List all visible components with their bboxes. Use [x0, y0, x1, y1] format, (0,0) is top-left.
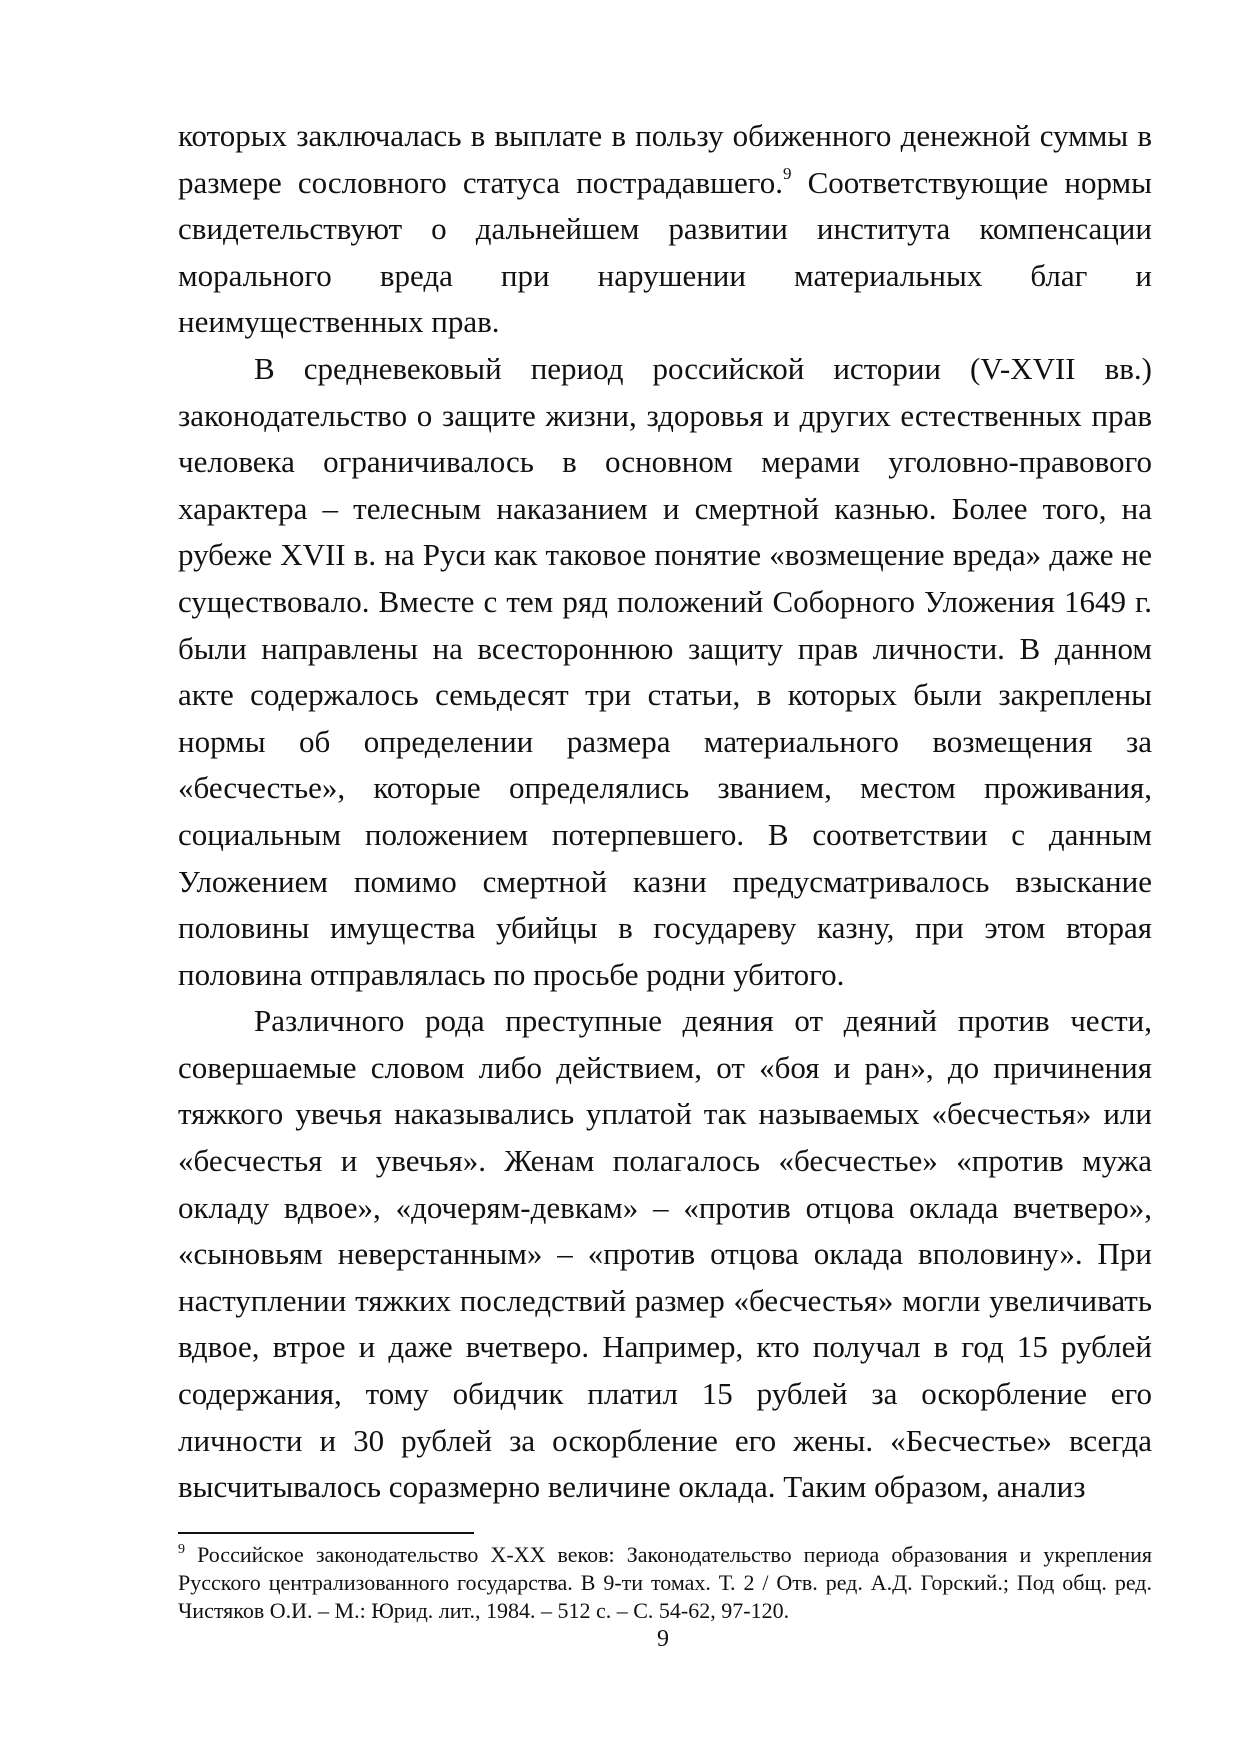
page-number: 9 [657, 1626, 669, 1652]
paragraph-1-text-after: Соответствующие нормы свидетельствуют о дальнейшем развитии института компенсации морального вреда при нарушении материальных благ и неимущественных прав. [178, 164, 1152, 340]
footnote-text: Российское законодательство X-XX веков: Законодательство периода образования и укрепления Русского централизованного государства. В 9-ти томах. Т. 2 / Отв. ред. А.Д. Горский.; Под общ. ред. Чистяков О.И. – М.: Юрид. лит., 1984. – 512 с. – С. 54-62, 97-120. [178, 1542, 1152, 1623]
footnote [178, 1541, 1152, 1625]
paragraph-continuation [178, 113, 1152, 346]
footnote-reference[interactable]: 9 [782, 163, 792, 183]
footnote-number: 9 [178, 1542, 185, 1557]
paragraph-medieval-period: В средневековый период российской истории (V-XVII вв.) законодательство о защите жизни, здоровья и других естественных прав человека ограничивалось в основном мерами уголовно-правового характера – телесным наказанием и смертной казнью. Более того, на рубеже XVII в. на Руси как таковое понятие «возмещение вреда» даже не существовало. Вместе с тем ряд положений Соборного Уложения 1649 г. были направлены на всестороннюю защиту прав личности. В данном акте содержалось семьдесят три статьи, в которых были закреплены нормы об определении размера материального возмещения за «бесчестье», которые определялись званием, местом проживания, социальным положением потерпевшего. В соответствии с данным Уложением помимо смертной казни предусматривалось взыскание половины имущества убийцы в государеву казну, при этом вторая половина отправлялась по просьбе родни убитого. [178, 350, 1152, 992]
page-body [178, 113, 1152, 1511]
footnote-separator [178, 1532, 474, 1534]
paragraph-dishonor-penalties: Различного рода преступные деяния от деяний против чести, совершаемые словом либо действием, от «боя и ран», до причинения тяжкого увечья наказывались уплатой так называемых «бесчестья» или «бесчестья и увечья». Женам полагалось «бесчестье» «против мужа окладу вдвое», «дочерям-девкам» – «против отцова оклада вчетверо», «сыновьям неверстанным» – «против отцова оклада вполовину». При наступлении тяжких последствий размер «бесчестья» могли увеличивать вдвое, втрое и даже вчетверо. Например, кто получал в год 15 рублей содержания, тому обидчик платил 15 рублей за оскорбление его личности и 30 рублей за оскорбление его жены. «Бесчестье» всегда высчитывалось соразмерно величине оклада. Таким образом, анализ [178, 1003, 1152, 1505]
paragraph-1-text-before: которых заключалась в выплате в пользу обиженного денежной суммы в размере сословного статуса пострадавшего. [178, 118, 1152, 200]
